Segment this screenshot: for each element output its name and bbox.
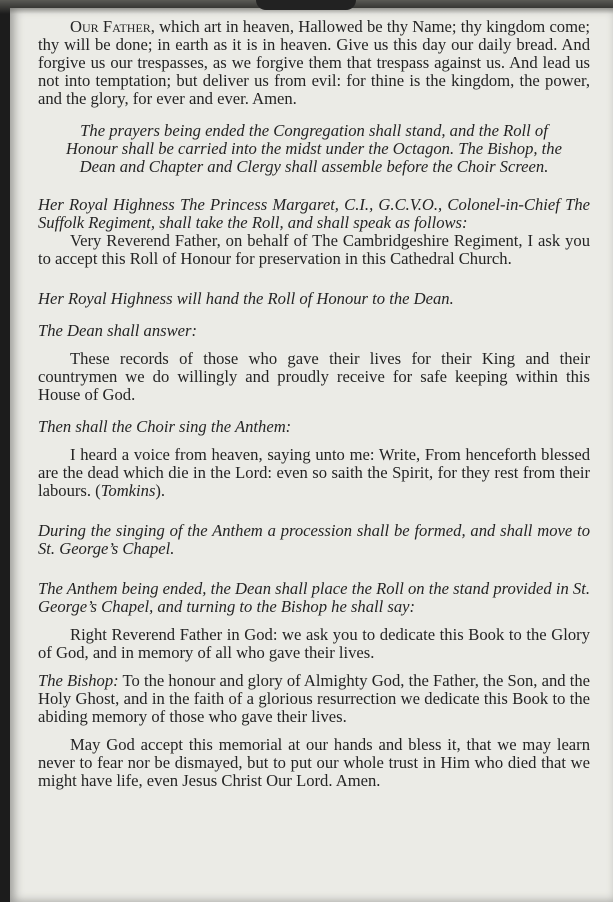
rubric-procession: During the singing of the Anthem a procession shall be formed, and shall move to St. George’s Chapel. bbox=[38, 521, 590, 558]
bishop-dedication bbox=[38, 672, 590, 726]
order-of-service bbox=[38, 18, 590, 790]
rubric-dean-answer: The Dean shall answer: bbox=[38, 321, 198, 340]
bishop-text: To the honour and glory of Almighty God, the Father, the Son, and the Holy Ghost, and in the faith of a glorious resurrection we dedicate this Book to the abiding memory of those who gave their lives. bbox=[38, 671, 590, 726]
rubric-congregation-stand: The prayers being ended the Congregation shall stand, and the Roll of Honour shall be carried into the midst under the Octagon. The Bishop, the Dean and Chapter and Clergy shall assemble before the Choir Screen. bbox=[66, 121, 562, 176]
final-prayer: May God accept this memorial at our hands and bless it, that we may learn never to fear nor be dismayed, but to put our whole trust in Him who died that we might have life, even Jesus Christ Our Lord. Amen. bbox=[38, 735, 590, 790]
speech-princess: Very Reverend Father, on behalf of The Cambridgeshire Regiment, I ask you to accept this Roll of Honour for preservation in this Cathedral Church. bbox=[38, 231, 590, 268]
lords-prayer bbox=[38, 18, 590, 108]
rubric-hand-roll: Her Royal Highness will hand the Roll of Honour to the Dean. bbox=[38, 289, 454, 308]
lords-prayer-lead: Our Father, bbox=[70, 17, 155, 36]
speech-dean-dedicate: Right Reverend Father in God: we ask you to dedicate this Book to the Glory of God, and in memory of all who gave their lives. bbox=[38, 625, 590, 662]
rubric-princess-margaret: Her Royal Highness The Princess Margaret, C.I., G.C.V.O., Colonel-in-Chief The Suffolk Regiment, shall take the Roll, and shall speak as follows: bbox=[38, 195, 590, 232]
anthem-composer: Tomkins bbox=[100, 481, 156, 500]
bishop-speaker: The Bishop: bbox=[38, 671, 119, 690]
lords-prayer-text: which art in heaven, Hallowed be thy Name; thy kingdom come; thy will be done; in earth as it is in heaven. Give us this day our daily bread. And forgive us our trespasses, as we forgive them that trespass against us. And lead us not into temptation; but deliver us from evil: for thine is the kingdom, the power, and the glory, for ever and ever. Amen. bbox=[38, 17, 590, 108]
page bbox=[10, 8, 613, 902]
anthem-text bbox=[38, 446, 590, 500]
rubric-anthem: Then shall the Choir sing the Anthem: bbox=[38, 417, 292, 436]
binder-tab bbox=[256, 0, 356, 10]
anthem-close: ). bbox=[155, 481, 166, 500]
rubric-anthem-ended: The Anthem being ended, the Dean shall place the Roll on the stand provided in St. George’s Chapel, and turning to the Bishop he shall say: bbox=[38, 579, 590, 616]
anthem-words: I heard a voice from heaven, saying unto me: Write, From henceforth blessed are the dead which die in the Lord: even so saith the Spirit, for they rest from their labours. ( bbox=[38, 445, 590, 500]
speech-dean: These records of those who gave their lives for their King and their countrymen we do willingly and proudly receive for safe keeping within this House of God. bbox=[38, 349, 590, 404]
